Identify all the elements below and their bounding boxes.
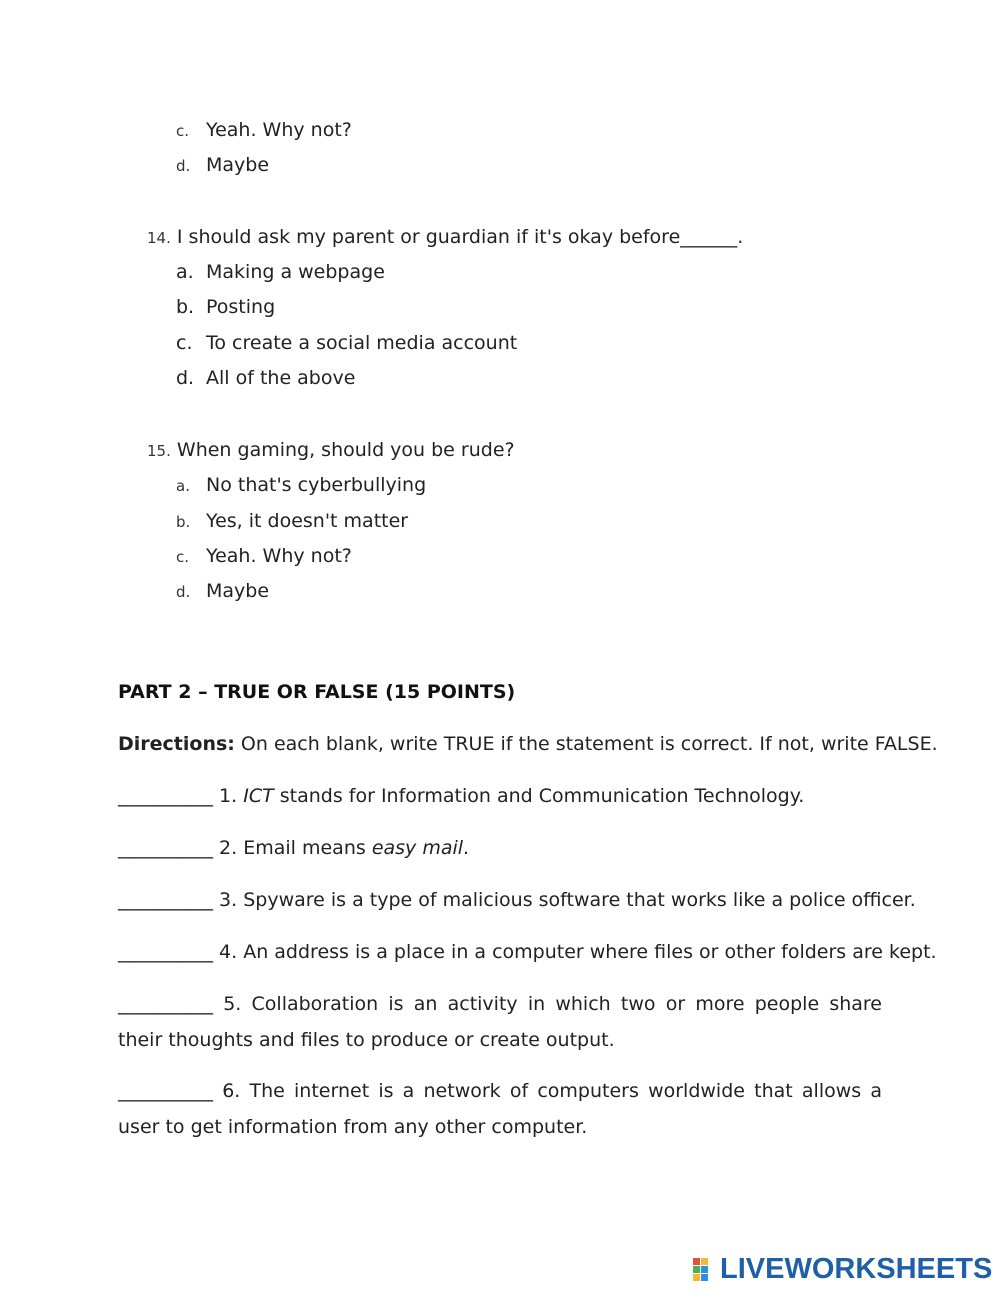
answer-blank[interactable]: __________ (118, 941, 213, 963)
option-letter: b. (176, 513, 191, 531)
answer-blank[interactable]: __________ (118, 837, 213, 859)
answer-blank[interactable]: __________ (118, 889, 213, 911)
logo-block (693, 1266, 700, 1273)
answer-blank[interactable]: __________ (118, 993, 213, 1015)
option-letter: d. (176, 157, 191, 175)
question-text: When gaming, should you be rude? (176, 439, 515, 461)
option-text: Maybe (206, 154, 270, 176)
directions-label: Directions: (118, 733, 235, 755)
option-text: Maybe (206, 580, 270, 602)
option-letter: b. (176, 296, 195, 318)
question-number: 14. (147, 229, 171, 247)
option-text: No that's cyberbullying (206, 474, 427, 496)
option-letter: a. (176, 261, 194, 283)
item-text-end: . (463, 837, 470, 859)
item-number: 1. (219, 785, 238, 807)
tf-item-3 (118, 882, 916, 918)
tf-item-2 (118, 830, 882, 866)
item-emphasis: easy mail (371, 837, 464, 859)
item-text: 3. Spyware is a type of malicious software that works like a police officer. (219, 889, 916, 911)
logo-block (701, 1266, 708, 1273)
item-text: stands for Information and Communication Technology. (273, 785, 805, 807)
option-letter: c. (176, 548, 190, 566)
option-letter: a. (176, 477, 190, 495)
question-text: I should ask my parent or guardian if it's okay before______. (176, 226, 744, 248)
item-text: 4. An address is a place in a computer where files or other folders are kept. (219, 941, 937, 963)
question-15 (147, 439, 515, 461)
option-letter: c. (176, 122, 190, 140)
logo-block (693, 1274, 700, 1281)
part2-heading: PART 2 – TRUE OR FALSE (15 POINTS) (118, 681, 516, 703)
tf-item-4 (118, 934, 937, 970)
item-text: Email means (243, 837, 372, 859)
option-text: Yeah. Why not? (206, 545, 352, 567)
item-text: 5. Collaboration is an activity in which two or more people share their thoughts and files to produce or create output. (118, 993, 883, 1051)
logo-block (701, 1274, 708, 1281)
tf-item-1 (118, 778, 882, 814)
answer-blank[interactable]: __________ (118, 1080, 213, 1102)
directions-text: On each blank, write TRUE if the statement is correct. If not, write FALSE. (234, 733, 938, 755)
answer-blank[interactable]: __________ (118, 785, 213, 807)
option-text: To create a social media account (206, 332, 518, 354)
item-emphasis: ICT (243, 785, 274, 807)
option-text: Making a webpage (206, 261, 385, 283)
tf-item-6 (118, 1073, 882, 1145)
tf-item-5 (118, 986, 882, 1058)
option-letter: d. (176, 583, 191, 601)
logo-blocks-icon (693, 1258, 717, 1282)
option-text: Yes, it doesn't matter (206, 510, 409, 532)
option-text: Posting (206, 296, 276, 318)
option-text: Yeah. Why not? (206, 119, 352, 141)
item-number: 2. (219, 837, 238, 859)
option-letter: d. (176, 367, 195, 389)
option-letter: c. (176, 332, 193, 354)
logo-block (701, 1258, 708, 1265)
question-number: 15. (147, 442, 171, 460)
question-14 (147, 226, 743, 248)
logo-text: LIVEWORKSHEETS (720, 1253, 993, 1285)
option-text: All of the above (206, 367, 356, 389)
item-text: 6. The internet is a network of computers worldwide that allows a user to get information from any other computer. (118, 1080, 882, 1138)
logo-block (693, 1258, 700, 1265)
liveworksheets-logo (690, 1253, 993, 1287)
part2-directions (118, 726, 938, 762)
